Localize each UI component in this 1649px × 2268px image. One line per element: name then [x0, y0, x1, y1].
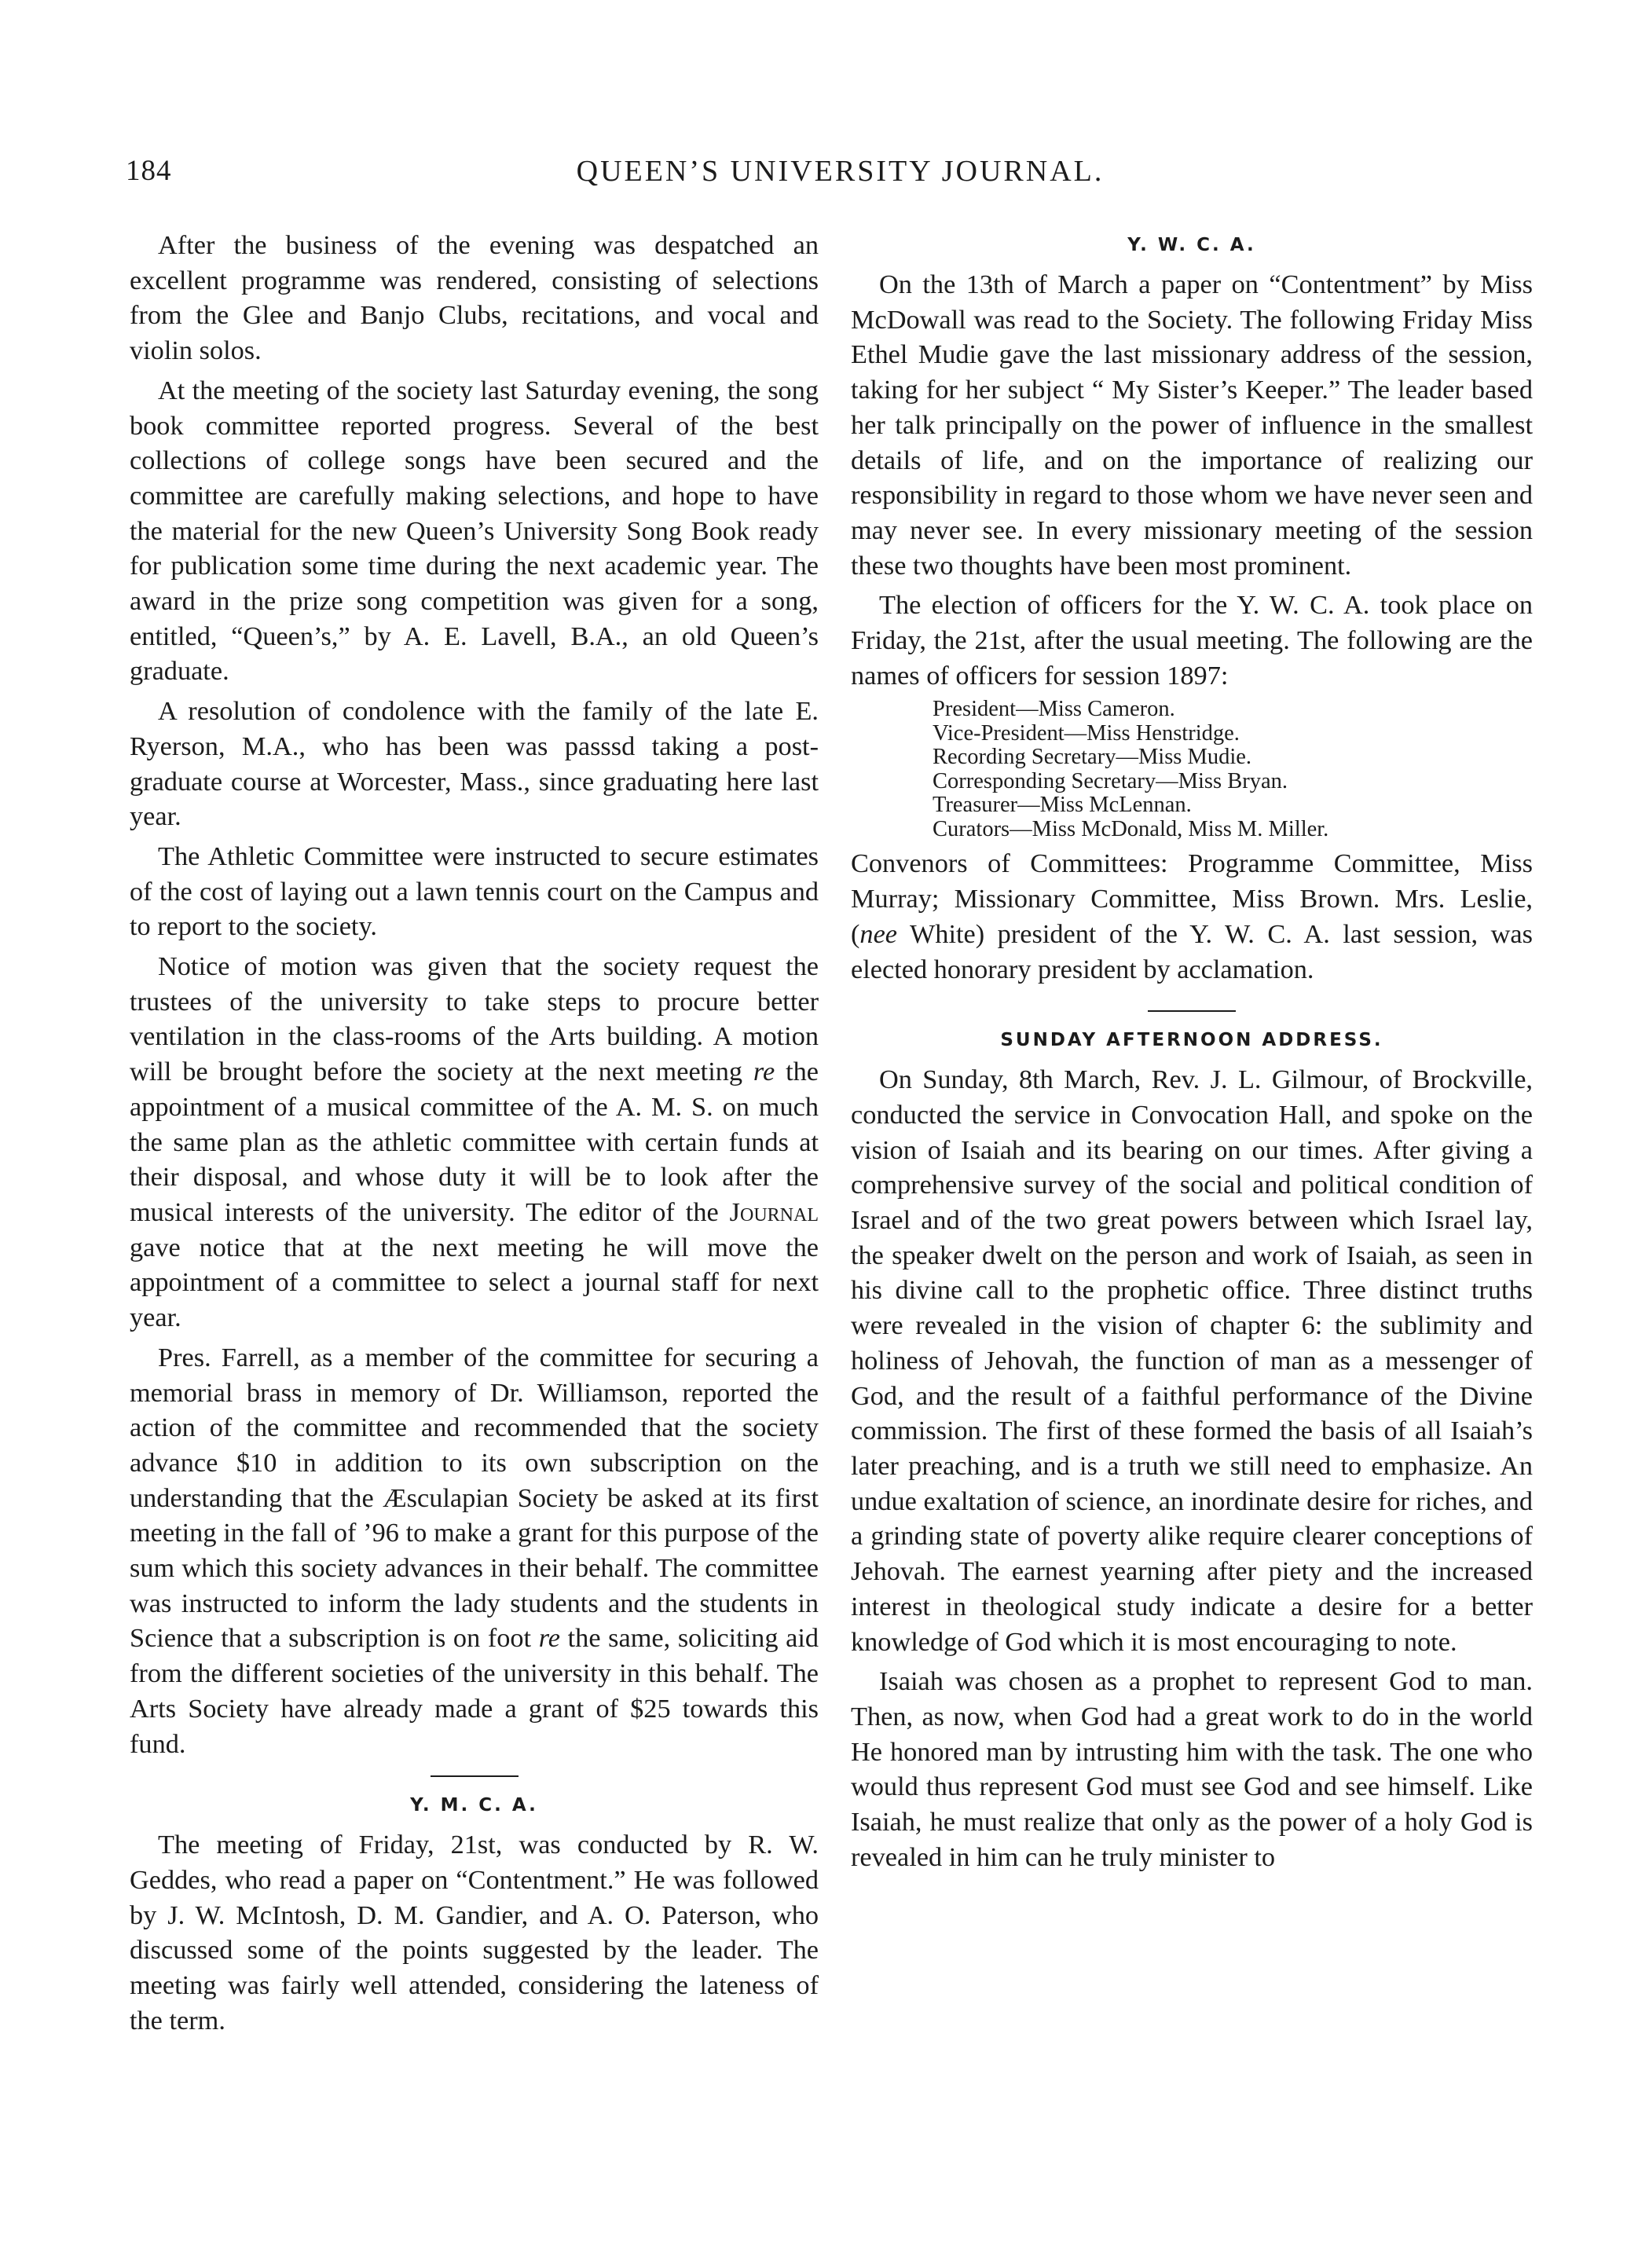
paragraph-programme: After the business of the evening was despatched an excellent programme was rendered, consisting of selections from the Glee and Banjo Clubs, recitations, and vocal and violin solos. [130, 230, 819, 366]
right-column [851, 228, 1533, 1874]
officer-entry: Treasurer—Miss McLennan. [933, 793, 1192, 818]
page-number: 184 [126, 155, 172, 187]
section-divider [431, 1775, 519, 1777]
paragraph-sunday-address: On Sunday, 8th March, Rev. J. L. Gilmour, of Brockville, conducted the service in Convocation Hall, and spoke on the vision of Isaiah and its bearing on our times. After giving a comprehensive survey of the social and political condition of Israel and of the two great powers between which Israel lay, the speaker dwelt on the person and work of Isaiah, as seen in his divine call to the prophetic office. Three distinct truths were revealed in the vision of chapter 6: the sublimity and holiness of Jehovah, the function of man as a messenger of God, and the result of a faithful performance of the Divine commission. The first of these formed the basis of all Isaiah’s later preaching, and is a truth we still need to emphasize. An undue exaltation of science, an inordinate desire for riches, and a grinding state of poverty alike require clearer conceptions of Jehovah. The earnest yearning after piety and the increased interest in theological study indicate a desire for a better knowledge of God which it is most encouraging to note. [851, 1064, 1533, 1657]
paragraph-athletic-committee: The Athletic Committee were instructed to secure estimates of the cost of laying out a lawn tennis court on the Campus and to report to the society. [130, 841, 819, 942]
officers-list [933, 698, 1533, 841]
paragraph-notice-of-motion: Notice of motion was given that the society request the trustees of the university to take steps to procure better ventilation in the class-rooms of the Arts building. A motion will be brought before the society at the next meeting re the appointment of a musical committee of the A. M. S. on much the same plan as the athletic committee with certain funds at their disposal, and whose duty it will be to look after the musical interests of the university. The editor of the Journal gave notice that at the next meeting he will move the appointment of a committee to select a journal staff for next year. [130, 951, 819, 1333]
paragraph-condolence: A resolution of condolence with the family of the late E. Ryerson, M.A., who has been was passsd taking a post-graduate course at Worcester, Mass., since graduating here last year. [130, 696, 819, 832]
officer-entry: President—Miss Cameron. [933, 697, 1175, 722]
officer-entry: Recording Secretary—Miss Mudie. [933, 745, 1252, 770]
paragraph-song-book: At the meeting of the society last Saturday evening, the song book committee reported progress. Several of the best collections of college songs have been secured and the committee are carefully making selections, and hope to have the material for the new Queen’s University Song Book ready for publication some time during the next academic year. The award in the prize song competition was given for a song, entitled, “Queen’s,” by A. E. Lavell, B.A., an old Queen’s graduate. [130, 375, 819, 687]
officer-entry: Curators—Miss McDonald, Miss M. Miller. [933, 816, 1329, 841]
paragraph-ywca-election: The election of officers for the Y. W. C. A. took place on Friday, the 21st, after the usual meeting. The following are the names of officers for session 1897: [851, 590, 1533, 691]
paragraph-ymca: The meeting of Friday, 21st, was conducted by R. W. Geddes, who read a paper on “Contentment.” He was followed by J. W. McIntosh, D. M. Gandier, and A. O. Paterson, who discussed some of the points suggested by the leader. The meeting was fairly well attended, considering the lateness of the term. [130, 1830, 819, 2035]
running-title: QUEEN’S UNIVERSITY JOURNAL. [576, 155, 1105, 188]
sunday-address-heading: SUNDAY AFTERNOON ADDRESS. [1000, 1030, 1383, 1051]
ymca-heading: Y. M. C. A. [410, 1795, 538, 1816]
left-column [130, 228, 819, 2038]
paragraph-convenors: Convenors of Committees: Programme Committee, Miss Murray; Missionary Committee, Miss Brown. Mrs. Leslie, (nee White) president of the Y. W. C. A. last session, was elected honorary president by acclamation. [851, 848, 1533, 984]
paragraph-memorial-brass: Pres. Farrell, as a member of the committee for securing a memorial brass in memory of Dr. Williamson, reported the action of the committee and recommended that the society advance $10 in addition to its own subscription on the understanding that the Æsculapian Society be asked at its first meeting in the fall of ’96 to make a grant for this purpose of the sum which this society advances in their behalf. The committee was instructed to inform the lady students and the students in Science that a subscription is on foot re the same, soliciting aid from the different societies of the university in this behalf. The Arts Society have already made a grant of $25 towards this fund. [130, 1342, 819, 1759]
officer-entry: Vice-President—Miss Henstridge. [933, 720, 1240, 746]
ywca-heading: Y. W. C. A. [1127, 235, 1256, 255]
paragraph-isaiah-prophet: Isaiah was chosen as a prophet to represent God to man. Then, as now, when God had a great work to do in the world He honored man by intrusting him with the task. The one who would thus represent God must see God and see himself. Like Isaiah, he must realize that only as the power of a holy God is revealed in him can he truly minister to [851, 1666, 1533, 1872]
officer-entry: Corresponding Secretary—Miss Bryan. [933, 768, 1288, 793]
section-divider [1148, 1010, 1236, 1012]
paragraph-ywca-contentment: On the 13th of March a paper on “Contentment” by Miss McDowall was read to the Society. The following Friday Miss Ethel Mudie gave the last missionary address of the session, taking for her subject “ My Sister’s Keeper.” The leader based her talk principally on the power of influence in the smallest details of life, and on the importance of realizing our responsibility in regard to those whom we have never seen and may never see. In every missionary meeting of the session these two thoughts have been most prominent. [851, 269, 1533, 581]
